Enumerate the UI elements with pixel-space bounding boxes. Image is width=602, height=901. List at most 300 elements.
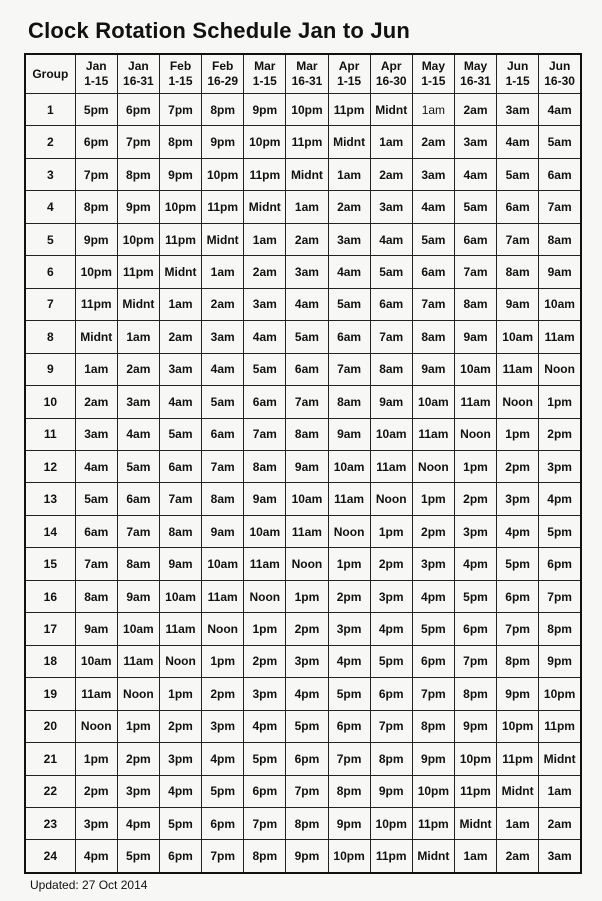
time-cell: 8pm <box>159 126 201 158</box>
schedule-table <box>24 53 582 874</box>
time-cell: 8pm <box>539 613 581 645</box>
time-cell: 3pm <box>412 548 454 580</box>
column-header <box>454 54 496 94</box>
time-cell: 3am <box>539 840 581 873</box>
column-header <box>286 54 328 94</box>
table-row <box>25 678 581 710</box>
time-cell: 10am <box>497 321 539 353</box>
time-cell: Noon <box>454 418 496 450</box>
time-cell: 8pm <box>244 840 286 873</box>
time-cell: 8am <box>75 580 117 612</box>
time-cell: 10pm <box>370 807 412 839</box>
time-cell: 6am <box>75 515 117 547</box>
time-cell: 10pm <box>539 678 581 710</box>
time-cell: 5pm <box>497 548 539 580</box>
time-cell: 1pm <box>244 613 286 645</box>
time-cell: 10am <box>286 483 328 515</box>
time-cell: 10pm <box>159 191 201 223</box>
time-cell: 10pm <box>412 775 454 807</box>
time-cell: Noon <box>412 450 454 482</box>
time-cell: 6am <box>454 223 496 255</box>
group-number-cell: 7 <box>25 288 75 320</box>
time-cell: Midnt <box>117 288 159 320</box>
time-cell: 4am <box>539 94 581 126</box>
time-cell: 9am <box>328 418 370 450</box>
group-number-cell: 21 <box>25 743 75 775</box>
time-cell: 3am <box>244 288 286 320</box>
group-number-cell: 24 <box>25 840 75 873</box>
time-cell: 9am <box>370 386 412 418</box>
column-date-range: 16-29 <box>207 74 239 88</box>
time-cell: 6am <box>497 191 539 223</box>
table-row <box>25 418 581 450</box>
column-month: Apr <box>338 59 360 73</box>
time-cell: 1am <box>244 223 286 255</box>
time-cell: 3pm <box>244 678 286 710</box>
time-cell: 4pm <box>75 840 117 873</box>
time-cell: 2pm <box>159 710 201 742</box>
table-row <box>25 288 581 320</box>
time-cell: 5pm <box>159 807 201 839</box>
table-body <box>25 94 581 874</box>
table-row <box>25 256 581 288</box>
time-cell: 7am <box>75 548 117 580</box>
time-cell: 5am <box>117 450 159 482</box>
time-cell: 9am <box>202 515 244 547</box>
time-cell: 10am <box>117 613 159 645</box>
time-cell: 11pm <box>328 94 370 126</box>
time-cell: 10pm <box>117 223 159 255</box>
time-cell: 6pm <box>202 807 244 839</box>
time-cell: 4am <box>454 158 496 190</box>
time-cell: 11am <box>328 483 370 515</box>
time-cell: 4am <box>159 386 201 418</box>
time-cell: 10pm <box>497 710 539 742</box>
time-cell: 1am <box>539 775 581 807</box>
column-header <box>244 54 286 94</box>
table-row <box>25 321 581 353</box>
time-cell: 9am <box>244 483 286 515</box>
time-cell: 9pm <box>159 158 201 190</box>
time-cell: 6am <box>328 321 370 353</box>
time-cell: 11am <box>244 548 286 580</box>
column-header <box>328 54 370 94</box>
time-cell: 6pm <box>539 548 581 580</box>
time-cell: 8am <box>328 386 370 418</box>
time-cell: 11pm <box>117 256 159 288</box>
column-date-range: 1-15 <box>168 74 193 88</box>
time-cell: 10pm <box>328 840 370 873</box>
time-cell: 11am <box>370 450 412 482</box>
group-number-cell: 20 <box>25 710 75 742</box>
group-number-cell: 11 <box>25 418 75 450</box>
time-cell: 4am <box>202 353 244 385</box>
time-cell: 5pm <box>117 840 159 873</box>
time-cell: 11am <box>286 515 328 547</box>
time-cell: 7am <box>412 288 454 320</box>
time-cell: 9pm <box>117 191 159 223</box>
table-row <box>25 483 581 515</box>
time-cell: 1am <box>497 807 539 839</box>
time-cell: 3pm <box>75 807 117 839</box>
column-month: Jan <box>128 59 149 73</box>
time-cell: 9pm <box>454 710 496 742</box>
column-date-range: 16-30 <box>544 74 575 88</box>
time-cell: 5pm <box>202 775 244 807</box>
time-cell: 8pm <box>328 775 370 807</box>
time-cell: 7am <box>159 483 201 515</box>
group-number-cell: 1 <box>25 94 75 126</box>
time-cell: Midnt <box>202 223 244 255</box>
time-cell: 6pm <box>244 775 286 807</box>
time-cell: 1pm <box>117 710 159 742</box>
group-number-cell: 5 <box>25 223 75 255</box>
group-number-cell: 19 <box>25 678 75 710</box>
group-number-cell: 12 <box>25 450 75 482</box>
time-cell: 2pm <box>370 548 412 580</box>
time-cell: 10am <box>328 450 370 482</box>
time-cell: 6am <box>244 386 286 418</box>
time-cell: 11pm <box>286 126 328 158</box>
time-cell: 11am <box>412 418 454 450</box>
column-header <box>159 54 201 94</box>
group-number-cell: 13 <box>25 483 75 515</box>
time-cell: 5pm <box>454 580 496 612</box>
time-cell: Midnt <box>244 191 286 223</box>
table-row <box>25 386 581 418</box>
time-cell: 8pm <box>202 94 244 126</box>
time-cell: 1am <box>454 840 496 873</box>
time-cell: 10am <box>202 548 244 580</box>
time-cell: 4pm <box>412 580 454 612</box>
time-cell: 5am <box>454 191 496 223</box>
time-cell: 3am <box>159 353 201 385</box>
table-row <box>25 775 581 807</box>
time-cell: 4pm <box>117 807 159 839</box>
time-cell: 7am <box>454 256 496 288</box>
time-cell: 2pm <box>117 743 159 775</box>
time-cell: 7am <box>497 223 539 255</box>
time-cell: 6pm <box>328 710 370 742</box>
time-cell: 6am <box>159 450 201 482</box>
time-cell: 4pm <box>539 483 581 515</box>
column-date-range: 1-15 <box>337 74 362 88</box>
column-header <box>497 54 539 94</box>
time-cell: 11am <box>117 645 159 677</box>
time-cell: 2am <box>497 840 539 873</box>
time-cell: 11pm <box>454 775 496 807</box>
time-cell: Midnt <box>454 807 496 839</box>
time-cell: 6pm <box>159 840 201 873</box>
time-cell: 1pm <box>75 743 117 775</box>
time-cell: 11am <box>539 321 581 353</box>
time-cell: 7pm <box>159 94 201 126</box>
column-header <box>539 54 581 94</box>
time-cell: 3pm <box>497 483 539 515</box>
time-cell: 5am <box>286 321 328 353</box>
column-date-range: 16-30 <box>375 74 407 88</box>
time-cell: 4am <box>328 256 370 288</box>
time-cell: 3am <box>497 94 539 126</box>
time-cell: 11pm <box>539 710 581 742</box>
time-cell: 4am <box>244 321 286 353</box>
time-cell: 10pm <box>286 94 328 126</box>
time-cell: 6am <box>117 483 159 515</box>
time-cell: 2am <box>412 126 454 158</box>
time-cell: 2am <box>286 223 328 255</box>
time-cell: 6am <box>202 418 244 450</box>
time-cell: 5pm <box>75 94 117 126</box>
group-number-cell: 22 <box>25 775 75 807</box>
time-cell: 2pm <box>412 515 454 547</box>
time-cell: 3pm <box>454 515 496 547</box>
column-month: May <box>463 59 488 73</box>
time-cell: 5pm <box>539 515 581 547</box>
column-month: May <box>421 59 446 73</box>
table-row <box>25 94 581 126</box>
time-cell: 1pm <box>497 418 539 450</box>
group-number-cell: 17 <box>25 613 75 645</box>
time-cell: 10am <box>159 580 201 612</box>
time-cell: 9pm <box>202 126 244 158</box>
time-cell: 1pm <box>454 450 496 482</box>
time-cell: Midnt <box>75 321 117 353</box>
time-cell: 2am <box>117 353 159 385</box>
time-cell: 3pm <box>159 743 201 775</box>
time-cell: 8am <box>159 515 201 547</box>
column-date-range: 16-31 <box>460 74 491 88</box>
time-cell: 11pm <box>370 840 412 873</box>
time-cell: 11pm <box>412 807 454 839</box>
column-header <box>75 54 117 94</box>
time-cell: 3pm <box>286 645 328 677</box>
time-cell: 2pm <box>328 580 370 612</box>
time-cell: 3pm <box>539 450 581 482</box>
time-cell: 9am <box>286 450 328 482</box>
time-cell: 9am <box>75 613 117 645</box>
table-row <box>25 710 581 742</box>
time-cell: 5am <box>497 158 539 190</box>
table-header-row <box>25 54 581 94</box>
time-cell: Noon <box>202 613 244 645</box>
time-cell: 9pm <box>286 840 328 873</box>
time-cell: 7am <box>539 191 581 223</box>
time-cell: 7am <box>202 450 244 482</box>
column-date-range: 1-15 <box>84 74 109 88</box>
time-cell: 3pm <box>370 580 412 612</box>
time-cell: 3am <box>202 321 244 353</box>
column-month: Apr <box>380 59 402 73</box>
time-cell: 1am <box>159 288 201 320</box>
time-cell: 9pm <box>412 743 454 775</box>
time-cell: 4pm <box>497 515 539 547</box>
time-cell: 8pm <box>497 645 539 677</box>
time-cell: 2pm <box>75 775 117 807</box>
time-cell: 10am <box>370 418 412 450</box>
time-cell: 7pm <box>286 775 328 807</box>
time-cell: 7pm <box>202 840 244 873</box>
time-cell: 5pm <box>328 678 370 710</box>
time-cell: 6am <box>286 353 328 385</box>
table-row <box>25 158 581 190</box>
time-cell: 4pm <box>286 678 328 710</box>
time-cell: Noon <box>75 710 117 742</box>
time-cell: 6am <box>370 288 412 320</box>
time-cell: 11am <box>454 386 496 418</box>
column-date-range: 1-15 <box>252 74 277 88</box>
table-row <box>25 515 581 547</box>
time-cell: 9pm <box>244 94 286 126</box>
time-cell: 8am <box>244 450 286 482</box>
column-month: Feb <box>211 59 234 73</box>
column-header <box>412 54 454 94</box>
time-cell: 4am <box>75 450 117 482</box>
time-cell: 10pm <box>202 158 244 190</box>
time-cell: 2am <box>159 321 201 353</box>
time-cell: 1am <box>370 126 412 158</box>
time-cell: 6am <box>539 158 581 190</box>
time-cell: 8am <box>202 483 244 515</box>
time-cell: 5pm <box>412 613 454 645</box>
time-cell: 10am <box>539 288 581 320</box>
time-cell: 9pm <box>370 775 412 807</box>
time-cell: 7am <box>370 321 412 353</box>
time-cell: 7pm <box>244 807 286 839</box>
time-cell: Noon <box>497 386 539 418</box>
time-cell: Noon <box>159 645 201 677</box>
group-number-cell: 2 <box>25 126 75 158</box>
time-cell: Noon <box>244 580 286 612</box>
time-cell: 8am <box>412 321 454 353</box>
group-number-cell: 6 <box>25 256 75 288</box>
time-cell: 3am <box>412 158 454 190</box>
time-cell: 6pm <box>412 645 454 677</box>
time-cell: 8pm <box>286 807 328 839</box>
time-cell: Midnt <box>286 158 328 190</box>
time-cell: 1am <box>412 94 454 126</box>
time-cell: 3pm <box>117 775 159 807</box>
group-number-cell: 10 <box>25 386 75 418</box>
time-cell: 3am <box>75 418 117 450</box>
time-cell: 5am <box>244 353 286 385</box>
time-cell: 7pm <box>117 126 159 158</box>
table-row <box>25 548 581 580</box>
table-row <box>25 126 581 158</box>
time-cell: 10pm <box>244 126 286 158</box>
table-row <box>25 580 581 612</box>
time-cell: 11am <box>202 580 244 612</box>
time-cell: 1pm <box>286 580 328 612</box>
group-number-cell: 9 <box>25 353 75 385</box>
time-cell: 7am <box>286 386 328 418</box>
time-cell: 1pm <box>159 678 201 710</box>
time-cell: Midnt <box>497 775 539 807</box>
time-cell: 3am <box>370 191 412 223</box>
time-cell: 2am <box>539 807 581 839</box>
time-cell: Noon <box>370 483 412 515</box>
time-cell: 9am <box>454 321 496 353</box>
time-cell: 7am <box>328 353 370 385</box>
time-cell: 1am <box>117 321 159 353</box>
time-cell: 10am <box>454 353 496 385</box>
time-cell: 1am <box>328 158 370 190</box>
time-cell: 3pm <box>202 710 244 742</box>
time-cell: 4pm <box>454 548 496 580</box>
time-cell: 2am <box>328 191 370 223</box>
time-cell: 1am <box>75 353 117 385</box>
time-cell: 5pm <box>286 710 328 742</box>
time-cell: 8am <box>454 288 496 320</box>
time-cell: 6am <box>412 256 454 288</box>
time-cell: 11pm <box>202 191 244 223</box>
time-cell: 4am <box>117 418 159 450</box>
time-cell: Noon <box>539 353 581 385</box>
column-header <box>370 54 412 94</box>
table-row <box>25 191 581 223</box>
time-cell: Midnt <box>159 256 201 288</box>
time-cell: 2am <box>454 94 496 126</box>
time-cell: 4pm <box>202 743 244 775</box>
group-number-cell: 8 <box>25 321 75 353</box>
time-cell: 7pm <box>454 645 496 677</box>
group-number-cell: 3 <box>25 158 75 190</box>
table-row <box>25 353 581 385</box>
time-cell: 4am <box>286 288 328 320</box>
time-cell: 10pm <box>454 743 496 775</box>
time-cell: 4pm <box>159 775 201 807</box>
time-cell: 10pm <box>75 256 117 288</box>
time-cell: 2pm <box>497 450 539 482</box>
time-cell: 5pm <box>244 743 286 775</box>
time-cell: 5am <box>370 256 412 288</box>
time-cell: 7pm <box>497 613 539 645</box>
time-cell: 2am <box>75 386 117 418</box>
time-cell: 9pm <box>328 807 370 839</box>
time-cell: 9am <box>412 353 454 385</box>
time-cell: Midnt <box>328 126 370 158</box>
table-row <box>25 743 581 775</box>
time-cell: Noon <box>117 678 159 710</box>
time-cell: 4pm <box>370 613 412 645</box>
group-number-cell: 18 <box>25 645 75 677</box>
time-cell: 5am <box>412 223 454 255</box>
time-cell: 1am <box>286 191 328 223</box>
time-cell: 1pm <box>539 386 581 418</box>
time-cell: 4pm <box>328 645 370 677</box>
time-cell: 9am <box>539 256 581 288</box>
table-row <box>25 807 581 839</box>
time-cell: 8am <box>539 223 581 255</box>
time-cell: 1am <box>202 256 244 288</box>
column-date-range: 16-31 <box>123 74 154 88</box>
time-cell: 10am <box>412 386 454 418</box>
time-cell: 5pm <box>370 645 412 677</box>
group-number-cell: 16 <box>25 580 75 612</box>
time-cell: 3am <box>117 386 159 418</box>
time-cell: 6pm <box>75 126 117 158</box>
time-cell: 7pm <box>328 743 370 775</box>
time-cell: 5am <box>539 126 581 158</box>
page-title: Clock Rotation Schedule Jan to Jun <box>28 18 411 43</box>
time-cell: Noon <box>286 548 328 580</box>
table-row <box>25 450 581 482</box>
time-cell: 2am <box>244 256 286 288</box>
group-number-cell: 23 <box>25 807 75 839</box>
time-cell: 2pm <box>539 418 581 450</box>
time-cell: 9am <box>159 548 201 580</box>
group-number-cell: 4 <box>25 191 75 223</box>
time-cell: 1pm <box>412 483 454 515</box>
